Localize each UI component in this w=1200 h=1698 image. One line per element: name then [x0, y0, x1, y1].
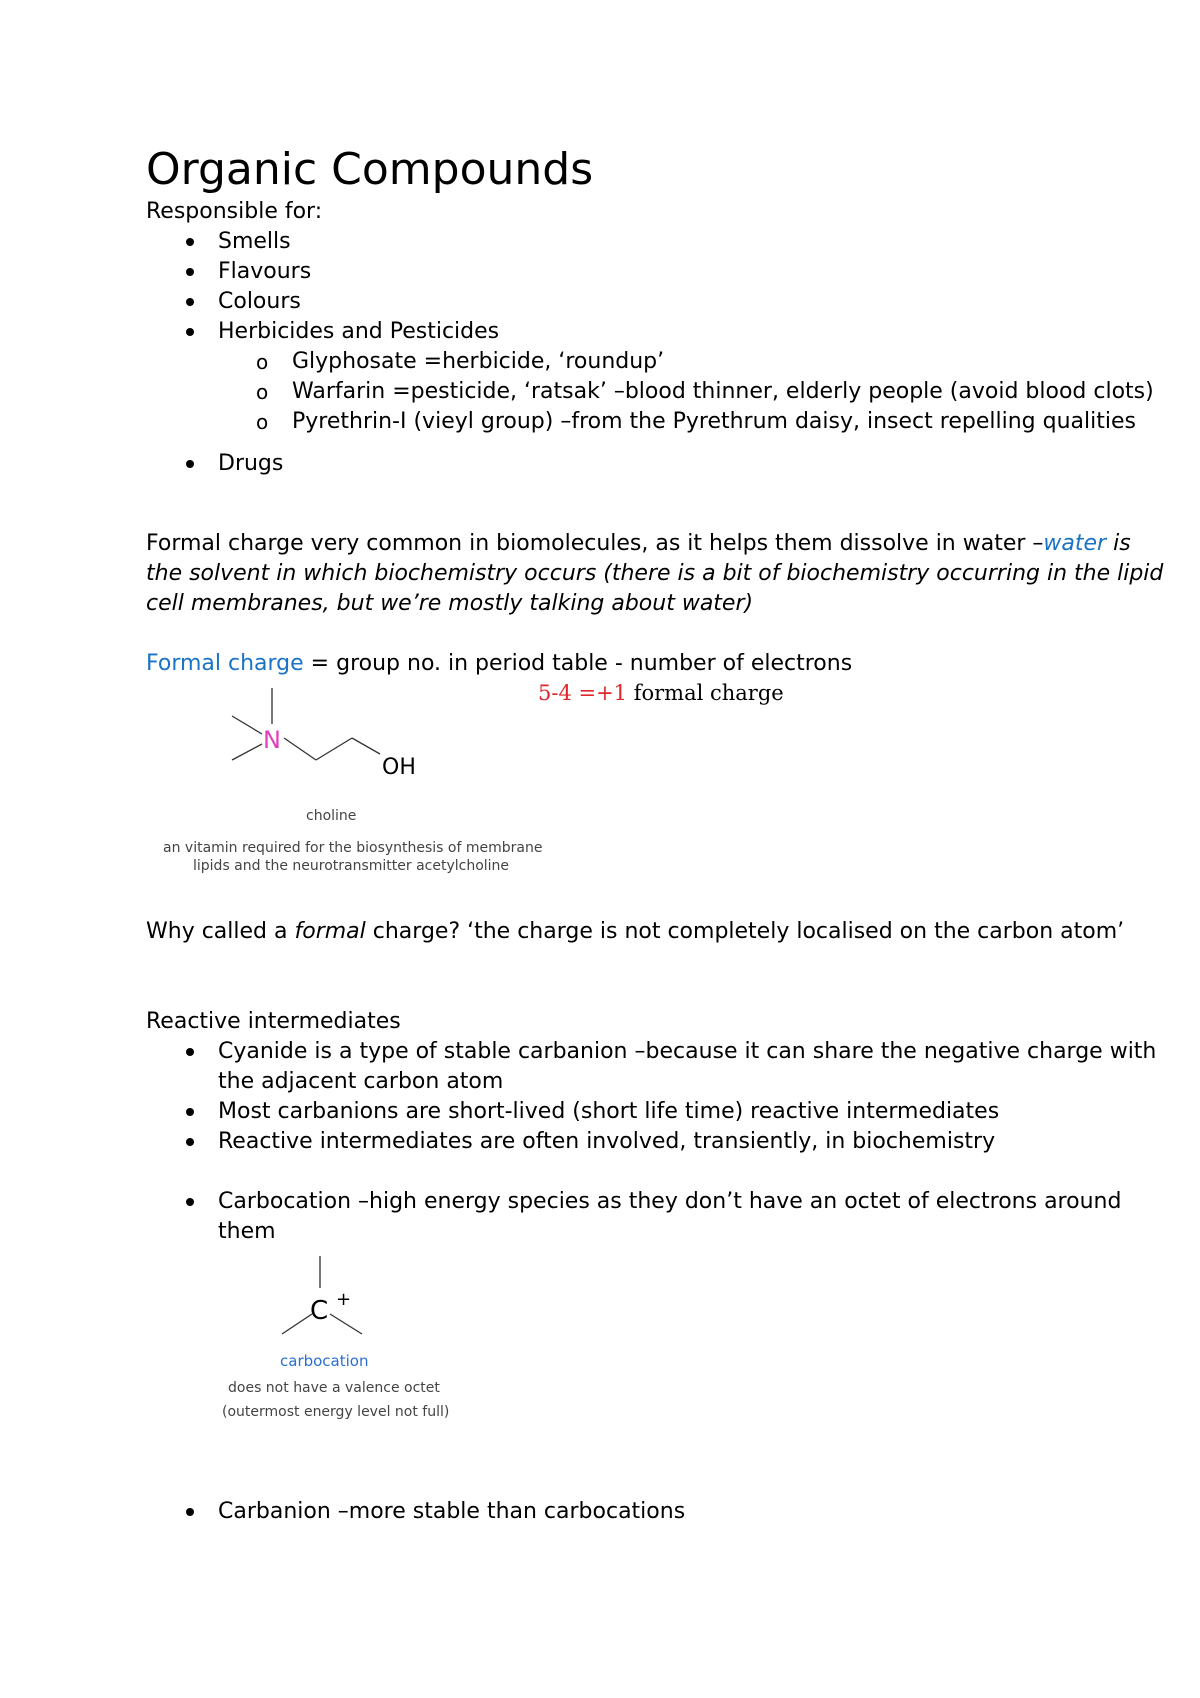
sub-bullet-marker: o	[256, 410, 269, 434]
formal-paragraph-line2: the solvent in which biochemistry occurs (there is a bit of biochemistry occurring in the lipid	[146, 561, 1164, 586]
bullet-dot	[186, 460, 194, 468]
carbon-atom: C	[310, 1296, 329, 1326]
sub-list-item: Pyrethrin-I (vieyl group) –from the Pyrethrum daisy, insect repelling qualities	[292, 409, 1136, 434]
page-title: Organic Compounds	[146, 144, 594, 195]
formal-paragraph-line3: cell membranes, but we’re mostly talking about water)	[146, 591, 754, 616]
bullet-dot	[186, 1508, 194, 1516]
formal-charge-calculation	[538, 680, 784, 706]
bullet-dot	[186, 1048, 194, 1056]
formal-italic-1: is	[1106, 531, 1131, 556]
nitrogen-atom: N	[263, 726, 281, 754]
list-item: Smells	[218, 229, 291, 254]
water-word: water	[1043, 531, 1107, 556]
carbocation-structure	[270, 1256, 390, 1338]
calc-value: 5-4 =+1	[538, 681, 628, 705]
carbanion-item: Carbanion –more stable than carbocations	[218, 1499, 686, 1524]
list-item: Colours	[218, 289, 301, 314]
list-item: Flavours	[218, 259, 312, 284]
formal-lead: Formal charge very common in biomolecules, as it helps them dissolve in water –	[146, 531, 1044, 556]
why-part-2: charge? ‘the charge is not completely localised on the carbon atom’	[365, 919, 1125, 944]
calc-suffix: formal charge	[627, 681, 784, 705]
why-italic: formal	[294, 919, 366, 944]
positive-charge: +	[336, 1289, 352, 1310]
responsible-heading: Responsible for:	[146, 199, 323, 224]
reactive-item-3: Reactive intermediates are often involved, transiently, in biochemistry	[218, 1129, 996, 1154]
choline-name: choline	[306, 808, 357, 824]
bullet-dot	[186, 1138, 194, 1146]
reactive-item-1-line2: the adjacent carbon atom	[218, 1069, 504, 1094]
carbocation-caption-1: does not have a valence octet	[228, 1380, 440, 1396]
reactive-item-4-line1: Carbocation –high energy species as they don’t have an octet of electrons around	[218, 1189, 1122, 1214]
bullet-dot	[186, 238, 194, 246]
formal-paragraph-line1	[146, 530, 1131, 558]
formal-charge-term: Formal charge	[146, 651, 304, 676]
reactive-heading: Reactive intermediates	[146, 1009, 401, 1034]
reactive-item-4-line2: them	[218, 1219, 276, 1244]
carbocation-name: carbocation	[280, 1352, 369, 1370]
bullet-dot	[186, 298, 194, 306]
reactive-item-2: Most carbanions are short-lived (short life time) reactive intermediates	[218, 1099, 1000, 1124]
formal-charge-rest: = group no. in period table - number of electrons	[303, 651, 853, 676]
bullet-dot	[186, 328, 194, 336]
list-item: Drugs	[218, 451, 284, 476]
hydroxyl-group: OH	[382, 755, 416, 780]
bullet-dot	[186, 1198, 194, 1206]
why-part-1: Why called a	[146, 919, 295, 944]
sub-list-item: Warfarin =pesticide, ‘ratsak’ –blood thinner, elderly people (avoid blood clots)	[292, 379, 1154, 404]
sub-list-item: Glyphosate =herbicide, ‘roundup’	[292, 349, 665, 374]
sub-bullet-marker: o	[256, 350, 269, 374]
formal-charge-definition	[146, 650, 852, 678]
carbocation-caption-2: (outermost energy level not full)	[222, 1404, 450, 1420]
why-formal-line	[146, 918, 1124, 946]
sub-bullet-marker: o	[256, 380, 269, 404]
bullet-dot	[186, 1108, 194, 1116]
choline-caption-2: lipids and the neurotransmitter acetylcholine	[193, 858, 510, 874]
choline-caption-1: an vitamin required for the biosynthesis of membrane	[163, 840, 543, 856]
bullet-dot	[186, 268, 194, 276]
reactive-item-1-line1: Cyanide is a type of stable carbanion –because it can share the negative charge with	[218, 1039, 1157, 1064]
list-item: Herbicides and Pesticides	[218, 319, 500, 344]
choline-structure	[220, 688, 480, 798]
